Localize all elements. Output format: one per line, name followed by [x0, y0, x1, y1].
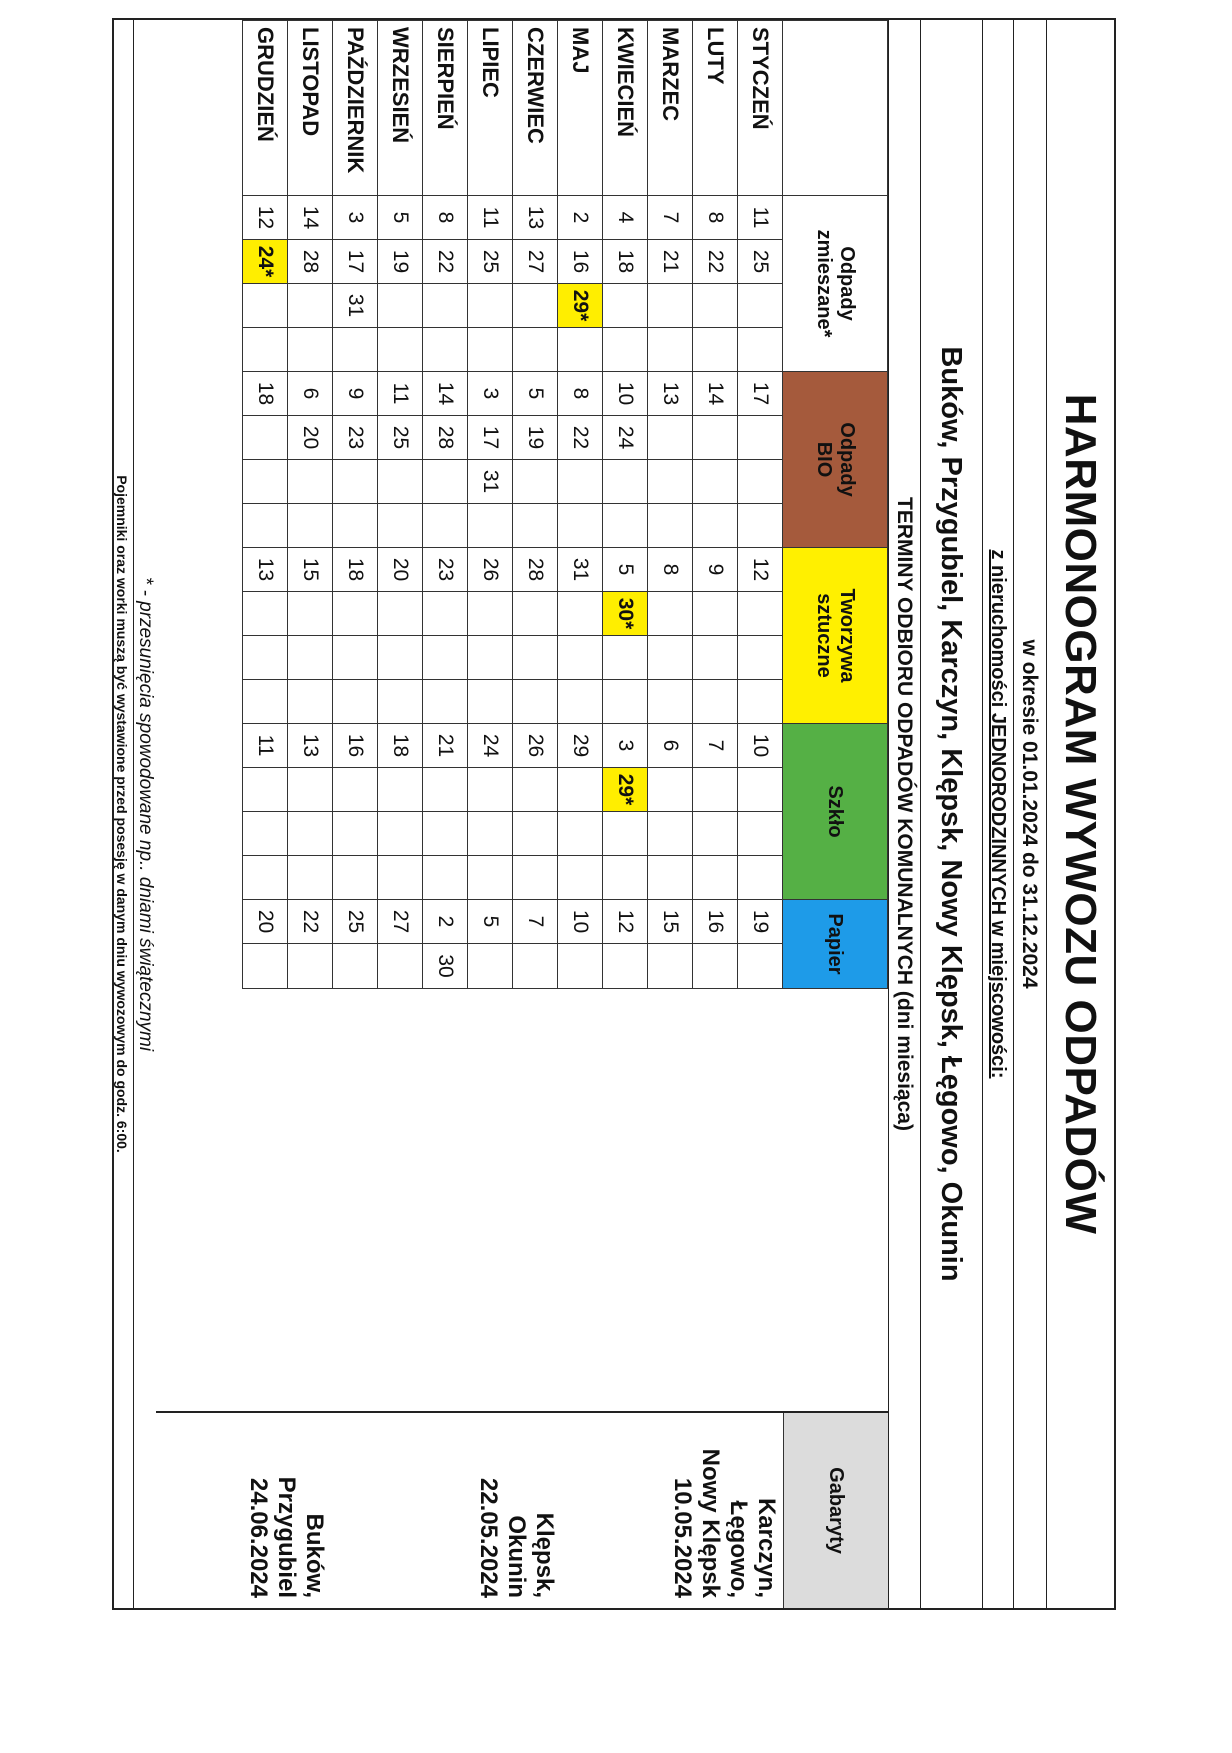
month-row — [468, 21, 513, 989]
day-cell-bio: 18 — [243, 372, 288, 416]
day-cell-paper — [288, 944, 333, 989]
day-cell-plastic — [333, 592, 378, 636]
day-cell-glass — [288, 812, 333, 856]
day-cell-paper — [333, 944, 378, 989]
day-cell-glass — [333, 856, 378, 900]
day-cell-glass: 11 — [243, 724, 288, 768]
day-cell-bio: 5 — [513, 372, 558, 416]
day-cell-paper — [648, 944, 693, 989]
day-cell-glass: 26 — [513, 724, 558, 768]
month-name: KWIECIEŃ — [603, 21, 648, 196]
bottom-note: Pojemniki oraz worki muszą być wystawione przed posesję w danym dniu wywozowym do godz. 6:00. — [111, 20, 134, 1608]
day-cell-mixed — [288, 284, 333, 328]
gabaryty-column — [168, 1413, 888, 1608]
day-cell-mixed: 5 — [378, 196, 423, 240]
day-cell-bio: 31 — [468, 460, 513, 504]
day-cell-mixed: 17 — [333, 240, 378, 284]
day-cell-plastic — [648, 636, 693, 680]
month-name: LUTY — [693, 21, 738, 196]
day-cell-plastic: 31 — [558, 548, 603, 592]
month-row — [693, 21, 738, 989]
day-cell-bio — [738, 504, 783, 548]
day-cell-mixed — [693, 328, 738, 372]
day-cell-mixed — [378, 284, 423, 328]
day-cell-plastic — [603, 636, 648, 680]
day-cell-plastic: 28 — [513, 548, 558, 592]
day-cell-bio — [513, 504, 558, 548]
day-cell-mixed — [423, 328, 468, 372]
day-cell-glass — [378, 768, 423, 812]
day-cell-bio: 6 — [288, 372, 333, 416]
day-cell-mixed: 19 — [378, 240, 423, 284]
day-cell-bio — [288, 460, 333, 504]
day-cell-plastic: 13 — [243, 548, 288, 592]
day-cell-glass: 21 — [423, 724, 468, 768]
day-cell-bio: 20 — [288, 416, 333, 460]
day-cell-mixed — [378, 328, 423, 372]
day-cell-glass — [243, 812, 288, 856]
day-cell-bio: 9 — [333, 372, 378, 416]
month-name: CZERWIEC — [513, 21, 558, 196]
month-row — [513, 21, 558, 989]
day-cell-mixed: 14 — [288, 196, 333, 240]
day-cell-mixed: 24* — [243, 240, 288, 284]
day-cell-plastic — [693, 636, 738, 680]
day-cell-glass — [513, 812, 558, 856]
day-cell-plastic — [423, 636, 468, 680]
day-cell-bio: 28 — [423, 416, 468, 460]
day-cell-plastic — [693, 680, 738, 724]
month-name: WRZESIEŃ — [378, 21, 423, 196]
day-cell-bio — [738, 416, 783, 460]
day-cell-mixed — [648, 328, 693, 372]
day-cell-glass — [378, 856, 423, 900]
month-name: LIPIEC — [468, 21, 513, 196]
day-cell-mixed — [693, 284, 738, 328]
day-cell-glass: 29* — [603, 768, 648, 812]
day-cell-plastic — [603, 680, 648, 724]
day-cell-plastic — [423, 680, 468, 724]
day-cell-mixed — [603, 328, 648, 372]
day-cell-glass: 7 — [693, 724, 738, 768]
day-cell-mixed — [513, 328, 558, 372]
day-cell-bio — [603, 460, 648, 504]
day-cell-plastic — [288, 636, 333, 680]
day-cell-bio: 25 — [378, 416, 423, 460]
day-cell-glass — [423, 812, 468, 856]
day-cell-plastic — [648, 592, 693, 636]
day-cell-glass — [513, 768, 558, 812]
day-cell-glass: 16 — [333, 724, 378, 768]
day-cell-mixed — [513, 284, 558, 328]
day-cell-plastic: 18 — [333, 548, 378, 592]
day-cell-paper — [243, 944, 288, 989]
gabaryty-date: 22.05.2024 — [475, 1477, 502, 1598]
category-header-mixed: Odpady zmieszane* — [783, 196, 888, 372]
gabaryty-place: Łęgowo, — [725, 1500, 752, 1598]
day-cell-mixed — [468, 328, 513, 372]
day-cell-plastic — [738, 592, 783, 636]
day-cell-glass — [738, 812, 783, 856]
day-cell-paper — [558, 944, 603, 989]
day-cell-bio — [558, 460, 603, 504]
day-cell-plastic — [558, 636, 603, 680]
localities-line: Buków, Przygubiel, Karczyn, Klępsk, Nowy Klępsk, Łęgowo, Okunin — [920, 20, 982, 1608]
day-cell-plastic: 15 — [288, 548, 333, 592]
day-cell-glass — [693, 812, 738, 856]
day-cell-plastic — [333, 680, 378, 724]
day-cell-bio — [603, 504, 648, 548]
day-cell-mixed — [243, 284, 288, 328]
day-cell-glass — [738, 856, 783, 900]
day-cell-glass: 6 — [648, 724, 693, 768]
category-header-paper: Papier — [783, 900, 888, 989]
day-cell-bio: 23 — [333, 416, 378, 460]
day-cell-glass — [333, 812, 378, 856]
month-row — [738, 21, 783, 989]
month-row — [378, 21, 423, 989]
day-cell-mixed: 25 — [738, 240, 783, 284]
category-header-bio: Odpady BIO — [783, 372, 888, 548]
day-cell-bio: 13 — [648, 372, 693, 416]
month-name: STYCZEŃ — [738, 21, 783, 196]
day-cell-paper: 27 — [378, 900, 423, 944]
day-cell-bio — [693, 416, 738, 460]
gabaryty-place: Przygubiel — [273, 1476, 300, 1598]
day-cell-mixed: 31 — [333, 284, 378, 328]
day-cell-paper: 7 — [513, 900, 558, 944]
day-cell-paper — [378, 944, 423, 989]
day-cell-bio — [558, 504, 603, 548]
day-cell-mixed: 8 — [693, 196, 738, 240]
day-cell-glass — [333, 768, 378, 812]
gabaryty-header: Gabaryty — [783, 1413, 888, 1608]
day-cell-bio — [693, 504, 738, 548]
gabaryty-date: 10.05.2024 — [669, 1477, 696, 1598]
day-cell-glass — [243, 856, 288, 900]
day-cell-mixed — [738, 328, 783, 372]
day-cell-plastic — [738, 680, 783, 724]
day-cell-mixed: 13 — [513, 196, 558, 240]
day-cell-plastic — [243, 636, 288, 680]
day-cell-plastic — [423, 592, 468, 636]
day-cell-glass — [288, 768, 333, 812]
day-cell-glass — [558, 856, 603, 900]
day-cell-plastic: 9 — [693, 548, 738, 592]
schedule-subtitle: TERMINY ODBIORU ODPADÓW KOMUNALNYCH (dni miesiąca) — [888, 20, 920, 1608]
day-cell-glass — [693, 856, 738, 900]
month-name: LISTOPAD — [288, 21, 333, 196]
gabaryty-place: Klępsk, — [531, 1512, 558, 1598]
gabaryty-group-2 — [474, 1413, 558, 1608]
day-cell-mixed: 4 — [603, 196, 648, 240]
day-cell-paper: 12 — [603, 900, 648, 944]
day-cell-plastic: 26 — [468, 548, 513, 592]
day-cell-mixed: 25 — [468, 240, 513, 284]
day-cell-glass — [423, 768, 468, 812]
day-cell-bio — [423, 460, 468, 504]
day-cell-bio: 17 — [468, 416, 513, 460]
day-cell-paper: 25 — [333, 900, 378, 944]
day-cell-glass — [648, 768, 693, 812]
day-cell-mixed: 21 — [648, 240, 693, 284]
day-cell-mixed — [648, 284, 693, 328]
day-cell-paper: 15 — [648, 900, 693, 944]
day-cell-plastic — [513, 680, 558, 724]
month-row — [288, 21, 333, 989]
gabaryty-group-1 — [668, 1413, 780, 1608]
day-cell-paper: 20 — [243, 900, 288, 944]
month-header — [783, 21, 888, 196]
day-cell-bio — [738, 460, 783, 504]
gabaryty-place: Okunin — [503, 1515, 530, 1598]
day-cell-glass — [513, 856, 558, 900]
day-cell-paper — [513, 944, 558, 989]
day-cell-plastic — [378, 636, 423, 680]
gabaryty-date: 24.06.2024 — [245, 1477, 272, 1598]
day-cell-glass — [603, 812, 648, 856]
category-header-plastic: Tworzywa sztuczne — [783, 548, 888, 724]
day-cell-glass — [423, 856, 468, 900]
day-cell-bio — [693, 460, 738, 504]
day-cell-mixed: 29* — [558, 284, 603, 328]
day-cell-glass: 24 — [468, 724, 513, 768]
day-cell-paper: 30 — [423, 944, 468, 989]
day-cell-mixed: 12 — [243, 196, 288, 240]
day-cell-mixed — [333, 328, 378, 372]
day-cell-plastic: 30* — [603, 592, 648, 636]
day-cell-paper: 22 — [288, 900, 333, 944]
day-cell-plastic: 8 — [648, 548, 693, 592]
day-cell-bio — [648, 416, 693, 460]
day-cell-paper: 5 — [468, 900, 513, 944]
day-cell-glass — [648, 856, 693, 900]
day-cell-glass: 13 — [288, 724, 333, 768]
day-cell-glass — [288, 856, 333, 900]
day-cell-plastic — [288, 592, 333, 636]
day-cell-mixed — [738, 284, 783, 328]
page-title: HARMONOGRAM WYWOZU ODPADÓW — [1046, 20, 1114, 1608]
day-cell-glass — [468, 812, 513, 856]
day-cell-glass — [603, 856, 648, 900]
month-name: GRUDZIEŃ — [243, 21, 288, 196]
month-row — [648, 21, 693, 989]
day-cell-glass: 3 — [603, 724, 648, 768]
day-cell-mixed: 27 — [513, 240, 558, 284]
day-cell-bio — [378, 504, 423, 548]
day-cell-mixed: 8 — [423, 196, 468, 240]
month-name: PAŹDZIERNIK — [333, 21, 378, 196]
day-cell-bio — [333, 504, 378, 548]
day-cell-glass — [558, 768, 603, 812]
day-cell-glass: 18 — [378, 724, 423, 768]
day-cell-bio — [243, 416, 288, 460]
schedule-table-wrap — [242, 20, 888, 989]
day-cell-bio: 3 — [468, 372, 513, 416]
day-cell-plastic: 12 — [738, 548, 783, 592]
day-cell-plastic — [648, 680, 693, 724]
day-cell-plastic — [738, 636, 783, 680]
day-cell-paper — [468, 944, 513, 989]
day-cell-plastic — [243, 680, 288, 724]
day-cell-plastic — [513, 592, 558, 636]
schedule-table — [242, 20, 888, 989]
day-cell-mixed: 3 — [333, 196, 378, 240]
day-cell-bio: 14 — [423, 372, 468, 416]
day-cell-mixed: 18 — [603, 240, 648, 284]
day-cell-plastic — [558, 680, 603, 724]
day-cell-bio: 10 — [603, 372, 648, 416]
day-cell-glass — [558, 812, 603, 856]
day-cell-bio: 11 — [378, 372, 423, 416]
month-name: SIERPIEŃ — [423, 21, 468, 196]
day-cell-mixed — [423, 284, 468, 328]
gabaryty-place: Nowy Klępsk — [697, 1448, 724, 1598]
day-cell-glass — [738, 768, 783, 812]
day-cell-glass — [243, 768, 288, 812]
month-name: MAJ — [558, 21, 603, 196]
day-cell-plastic — [693, 592, 738, 636]
day-cell-bio — [648, 504, 693, 548]
day-cell-plastic: 5 — [603, 548, 648, 592]
day-cell-plastic — [378, 680, 423, 724]
day-cell-plastic — [243, 592, 288, 636]
day-cell-bio: 14 — [693, 372, 738, 416]
month-row — [423, 21, 468, 989]
day-cell-bio: 19 — [513, 416, 558, 460]
day-cell-plastic — [558, 592, 603, 636]
gabaryty-group-3 — [244, 1413, 328, 1608]
day-cell-plastic — [468, 636, 513, 680]
day-cell-glass: 29 — [558, 724, 603, 768]
day-cell-mixed — [243, 328, 288, 372]
day-cell-bio — [288, 504, 333, 548]
day-cell-paper — [693, 944, 738, 989]
day-cell-glass — [468, 768, 513, 812]
day-cell-glass: 10 — [738, 724, 783, 768]
day-cell-paper — [738, 944, 783, 989]
day-cell-plastic — [378, 592, 423, 636]
day-cell-bio: 22 — [558, 416, 603, 460]
day-cell-paper: 16 — [693, 900, 738, 944]
day-cell-mixed: 22 — [423, 240, 468, 284]
day-cell-bio — [513, 460, 558, 504]
day-cell-plastic — [333, 636, 378, 680]
gabaryty-place: Karczyn, — [753, 1497, 780, 1598]
day-cell-glass — [648, 812, 693, 856]
property-type-line: z nieruchomości JEDNORODZINNYCH w miejscowości: — [982, 20, 1013, 1608]
day-cell-bio — [333, 460, 378, 504]
month-name: MARZEC — [648, 21, 693, 196]
day-cell-mixed: 16 — [558, 240, 603, 284]
day-cell-bio — [423, 504, 468, 548]
day-cell-bio — [468, 504, 513, 548]
day-cell-bio — [243, 504, 288, 548]
day-cell-mixed — [288, 328, 333, 372]
day-cell-bio: 24 — [603, 416, 648, 460]
footnote: * - przesunięcia spowodowane np.. dniami świątecznymi — [135, 576, 156, 1052]
month-row — [333, 21, 378, 989]
month-row — [558, 21, 603, 989]
day-cell-plastic — [468, 592, 513, 636]
period-line: w okresie 01.01.2024 do 31.12.2024 — [1013, 20, 1046, 1608]
day-cell-mixed — [558, 328, 603, 372]
day-cell-mixed: 28 — [288, 240, 333, 284]
day-cell-plastic: 23 — [423, 548, 468, 592]
day-cell-paper: 2 — [423, 900, 468, 944]
day-cell-mixed: 11 — [468, 196, 513, 240]
day-cell-mixed — [468, 284, 513, 328]
day-cell-glass — [378, 812, 423, 856]
day-cell-bio: 8 — [558, 372, 603, 416]
day-cell-bio — [243, 460, 288, 504]
category-header-glass: Szkło — [783, 724, 888, 900]
day-cell-plastic: 20 — [378, 548, 423, 592]
day-cell-plastic — [288, 680, 333, 724]
day-cell-mixed — [603, 284, 648, 328]
day-cell-mixed: 7 — [648, 196, 693, 240]
gabaryty-place: Buków, — [301, 1513, 328, 1598]
day-cell-glass — [693, 768, 738, 812]
day-cell-paper: 19 — [738, 900, 783, 944]
day-cell-mixed: 22 — [693, 240, 738, 284]
day-cell-plastic — [513, 636, 558, 680]
day-cell-bio — [378, 460, 423, 504]
month-row — [603, 21, 648, 989]
day-cell-plastic — [468, 680, 513, 724]
day-cell-bio — [648, 460, 693, 504]
day-cell-glass — [468, 856, 513, 900]
schedule-frame — [112, 18, 1116, 1610]
day-cell-mixed: 2 — [558, 196, 603, 240]
day-cell-paper — [603, 944, 648, 989]
month-row — [243, 21, 288, 989]
day-cell-mixed: 11 — [738, 196, 783, 240]
day-cell-paper: 10 — [558, 900, 603, 944]
day-cell-bio: 17 — [738, 372, 783, 416]
